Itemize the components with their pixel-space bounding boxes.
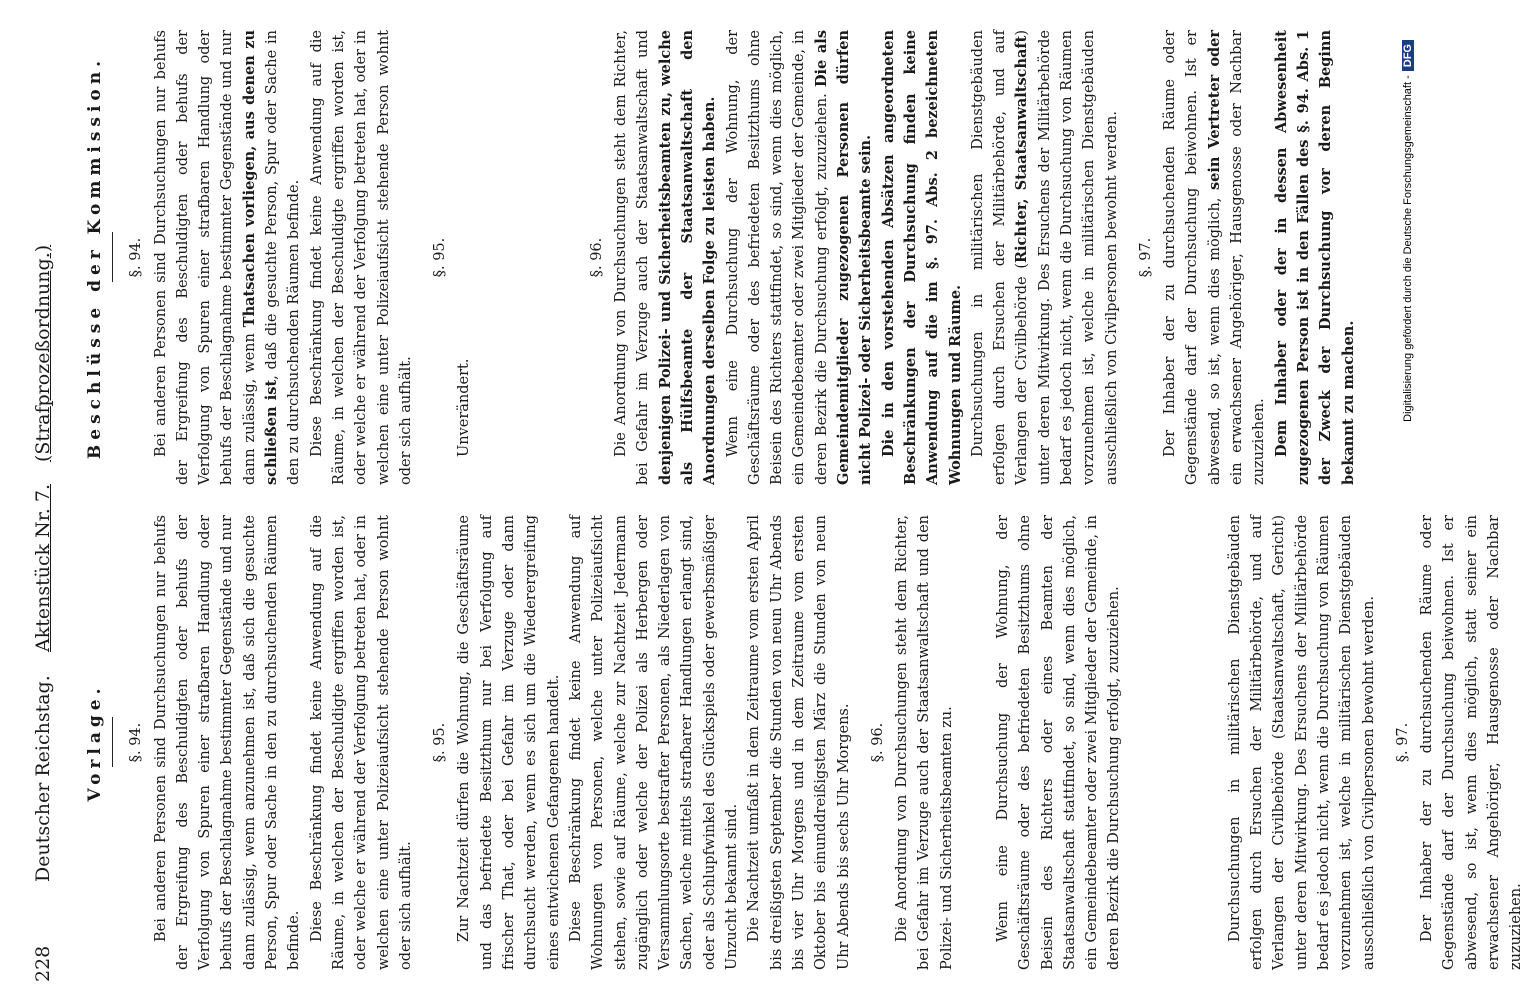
amended-text: Die als Gemeindemitglieder zugezogenen Personen dürfen nicht Polizei- oder Sicherheitsbeamte sein. — [812, 30, 875, 485]
section-number: §. 96. — [869, 722, 886, 763]
paragraph: Diese Beschränkung findet keine Anwendung auf die Räume, in welchen der Beschuldigte ergriffen worden ist, oder welche er während der Verfolgung betreten hat, oder in welchen eine unter Polizeiaufsicht stehende Person wohnt oder sich aufhält. — [308, 515, 414, 970]
amended-text: Richter, Staatsanwaltschaft — [1013, 35, 1031, 264]
amended-text: sein Vertreter oder — [1205, 30, 1223, 191]
paragraph-amended: Dem Inhaber oder der in dessen Abwesenheit zugezogenen Person ist in den Fällen des §. 94. Abs. 1 der Zweck der Durchsuchung vor deren Beginn bekannt zu machen. — [1272, 30, 1357, 485]
paragraph: Unverändert. — [456, 358, 473, 457]
header-title: Deutscher Reichstag. — [32, 675, 54, 882]
column-vorlage — [74, 515, 1528, 970]
header-subject: (Strafprozeßordnung.) — [32, 244, 54, 462]
paragraph: Wenn eine Durchsuchung der Wohnung, der Geschäftsräume oder des befriedeten Besitzthums ohne Beisein des Richters oder eines Beamten der Staatsanwaltschaft stattfindet, so sind, wenn dies möglich, ein Gemeindebeamter oder zwei Mitglieder der Gemeinde, in deren Bezirk die Durchsuchung erfolgt, zuzuziehen. — [994, 515, 1123, 970]
section-number: §. 95. — [432, 722, 449, 763]
column-heading: Vorlage. — [85, 683, 105, 802]
page-header — [22, 18, 64, 982]
paragraph: Wenn eine Durchsuchung der Wohnung, der Geschäftsräume oder des befriedeten Besitzthums ohne Beisein des Richters stattfindet, so sind, wenn dies möglich, ein Gemeindebeamter oder zwei Mitglieder der Gemeinde, in deren Bezirk die Durchsuchung erfolgt, zuzuziehen. Die als Gemeindemitglieder zugezogenen Personen dürfen nicht Polizei- oder Sicherheitsbeamte sein. — [724, 30, 875, 485]
paragraph: Durchsuchungen in militärischen Dienstgebäuden erfolgen durch Ersuchen der Militärbehörde, und auf Verlangen der Civilbehörde (Staatsanwaltschaft, Gericht) unter deren Mitwirkung. Des Ersuchens der Militärbehörde bedarf es jedoch nicht, wenn die Durchsuchung von Räumen vorzunehmen ist, welche in militärischen Dienstgebäuden ausschließlich von Civilpersonen bewohnt werden. — [1226, 515, 1377, 970]
paragraph: Der Inhaber der zu durchsuchenden Räume oder Gegenstände darf der Durchsuchung beiwohnen. Ist er abwesend, so ist, wenn dies möglich, statt seiner ein erwachsener Angehöriger, Hausgenosse oder Nachbar zuzuziehen. — [1419, 515, 1525, 970]
column-heading: Beschlüsse der Kommission. — [85, 55, 105, 460]
paragraph: Zur Nachtzeit dürfen die Wohnung, die Geschäftsräume und das befriedete Besitzthum nur bei Verfolgung auf frischer That, oder bei Gefahr im Verzuge oder dann durchsucht werden, wenn es sich um die Wiederergreifung eines entwichenen Gefangenen handelt. — [456, 515, 562, 970]
paragraph: Diese Beschränkung findet keine Anwendung auf Wohnungen von Personen, welche unter Polizeiaufsicht stehen, sowie auf Räume, welche zur Nachtzeit Jedermann zugänglich oder welche der Polizei als Herbergen oder Versammlungsorte bestrafter Personen, als Niederlagen von Sachen, welche mittels strafbarer Handlungen erlangt sind, oder als Schlupfwinkel des Glückspiels oder gewerbsmäßiger Unzucht bekannt sind. — [567, 515, 741, 970]
paragraph: Die Nachtzeit umfaßt in dem Zeitraume vom ersten April bis dreißigsten September die Stunden von neun Uhr Abends bis vier Uhr Morgens und in dem Zeitraume vom ersten Oktober bis einunddreißigsten März die Stunden von neun Uhr Abends bis sechs Uhr Morgens. — [746, 515, 852, 970]
paragraph: Durchsuchungen in militärischen Dienstgebäuden erfolgen durch Ersuchen der Militärbehörde, und auf Verlangen der Civilbehörde (Richter, Staatsanwaltschaft) unter deren Mitwirkung. Des Ersuchens der Militärbehörde bedarf es jedoch nicht, wenn die Durchsuchung von Räumen vorzunehmen ist, welche in militärischen Dienstgebäuden ausschließlich von Civilpersonen bewohnt werden. — [969, 30, 1120, 485]
divider — [112, 718, 113, 768]
section-number: §. 96. — [588, 237, 605, 278]
amended-text: denjenigen Polizei- und Sicherheitsbeamten zu, welche als Hülfsbeamte der Staatsanwaltschaft den Anordnungen derselben Folge zu leisten haben. — [656, 30, 719, 485]
dfg-logo: DFG — [1402, 40, 1414, 71]
amended-text: Thatsachen vorliegen, aus denen zu schließen ist — [240, 30, 281, 485]
credit-text: Digitalisierung gefördert durch die Deutsche Forschungsgemeinschaft - — [1402, 75, 1414, 422]
column-kommission — [74, 30, 1360, 485]
section-number: §. 94. — [128, 237, 145, 278]
paragraph-amended: Die in den vorstehenden Absätzen angeordneten Beschränkungen der Durchsuchung finden keine Anwendung auf die im §. 97. Abs. 2 bezeichneten Wohnungen und Räume. — [879, 30, 964, 485]
section-number: §. 95. — [432, 237, 449, 278]
paragraph: Der Inhaber der zu durchsuchenden Räume oder Gegenstände darf der Durchsuchung beiwohnen. Ist er abwesend, so ist, wenn dies möglich, sein Vertreter oder ein erwachsener Angehöriger, Hausgenosse oder Nachbar zuzuziehen. — [1162, 30, 1268, 485]
section-number: §. 97. — [1137, 237, 1154, 278]
paragraph: Bei anderen Personen sind Durchsuchungen nur behufs der Ergreifung des Beschuldigten oder behufs der Verfolgung von Spuren einer strafbaren Handlung oder behufs der Beschlagnahme bestimmter Gegenstände und nur dann zulässig, wenn Thatsachen vorliegen, aus denen zu schließen ist, daß die gesuchte Person, Spur oder Sache in den zu durchsuchenden Räumen befinde. — [152, 30, 303, 485]
section-number: §. 97. — [1394, 722, 1411, 763]
header-document-ref: Aktenstück Nr. 7. — [32, 484, 54, 652]
page-number: 228 — [32, 945, 54, 982]
divider — [112, 233, 113, 283]
paragraph: Die Anordnung von Durchsuchungen steht dem Richter, bei Gefahr im Verzuge auch der Staatsanwaltschaft und denjenigen Polizei- und Sicherheitsbeamten zu, welche als Hülfsbeamte der Staatsanwaltschaft den Anordnungen derselben Folge zu leisten haben. — [613, 30, 719, 485]
paragraph: Bei anderen Personen sind Durchsuchungen nur behufs der Ergreifung des Beschuldigten oder behufs der Verfolgung von Spuren einer strafbaren Handlung oder behufs der Beschlagnahme bestimmter Gegenstände und nur dann zulässig, wenn anzunehmen ist, daß sich die gesuchte Person, Spur oder Sache in den zu durchsuchenden Räumen befinde. — [152, 515, 303, 970]
section-number: §. 94. — [128, 722, 145, 763]
paragraph: Diese Beschränkung findet keine Anwendung auf die Räume, in welchen der Beschuldigte ergriffen worden ist, oder welche er während der Verfolgung betreten hat, oder in welchen eine unter Polizeiaufsicht stehende Person wohnt oder sich aufhält. — [308, 30, 414, 485]
digitization-credit — [1402, 0, 1430, 1000]
paragraph: Die Anordnung von Durchsuchungen steht dem Richter, bei Gefahr im Verzuge auch der Staatsanwaltschaft und den Polizei- und Sicherheitsbeamten zu. — [894, 515, 955, 970]
